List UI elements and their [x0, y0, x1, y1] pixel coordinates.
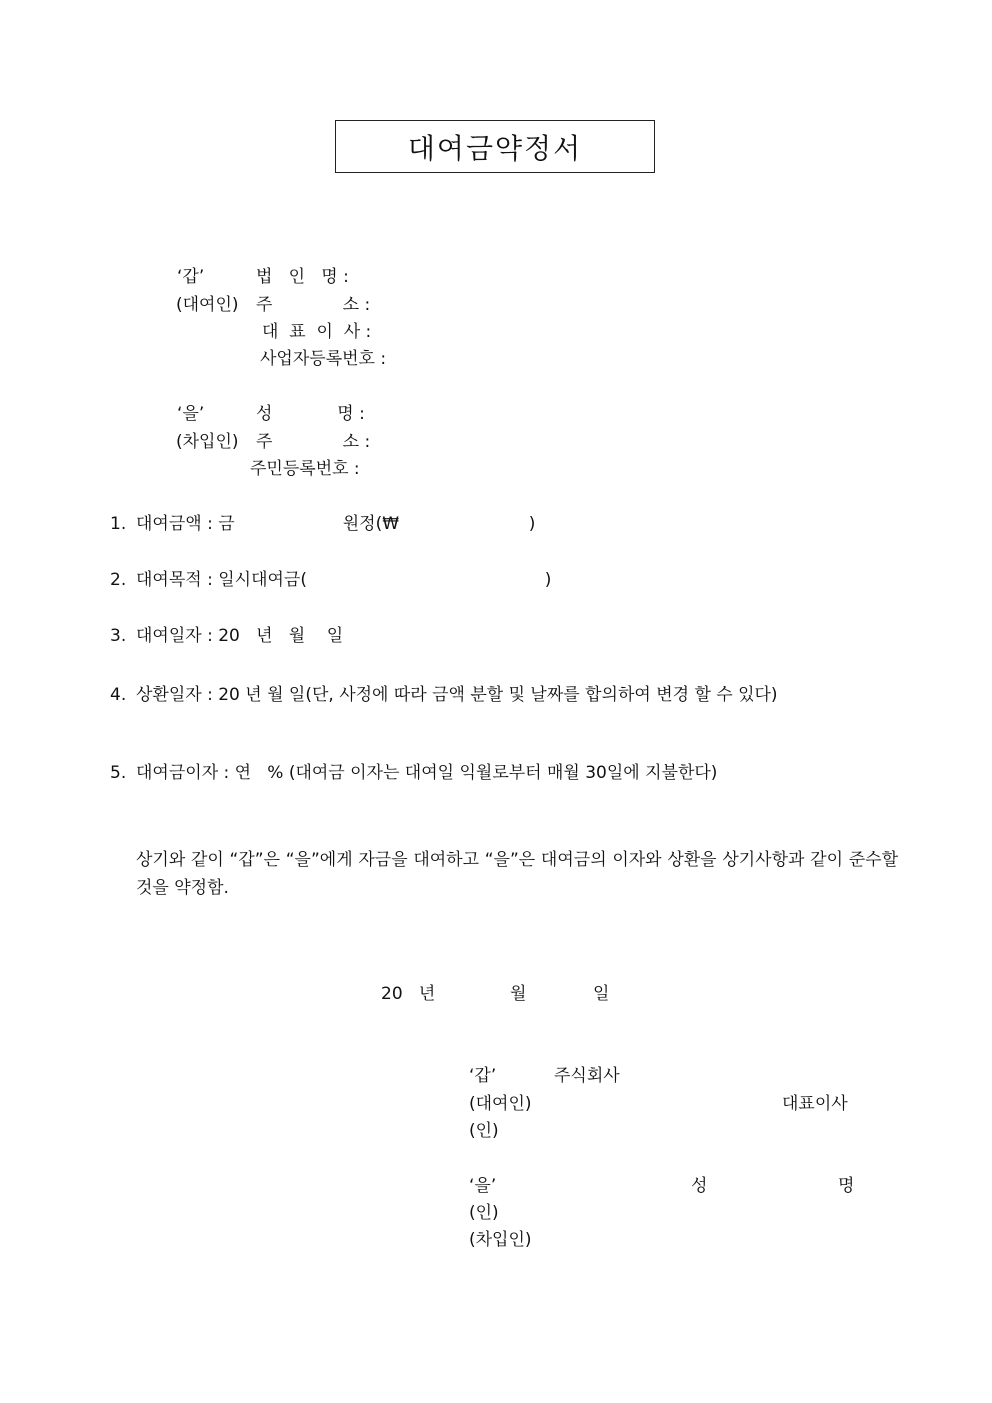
term-number: 4.: [110, 685, 127, 705]
sign-a-role: (대여인): [469, 1094, 532, 1114]
party-b-resident-no-label: 주민등록번호 :: [250, 459, 360, 479]
party-a-role: (대여인): [176, 295, 239, 315]
sign-a-rep: 대표이사: [782, 1094, 848, 1114]
term-text: 상환일자 : 20 년 월 일(단, 사정에 따라 금액 분할 및 날짜를 합의하여 변경 할 수 있다): [136, 685, 778, 705]
sign-b-role: (차입인): [469, 1230, 532, 1250]
document-title: [335, 120, 655, 173]
party-b-role: (차입인): [176, 432, 239, 452]
party-a-biz-no-label: 사업자등록번호 :: [260, 349, 387, 369]
date-year: 20 년: [381, 984, 436, 1004]
date-day: 일: [593, 984, 610, 1004]
term-number: 3.: [110, 626, 127, 646]
sign-b-tag: ‘을’: [469, 1176, 497, 1196]
term-text: 대여금액 : 금 원정(₩ ): [136, 514, 536, 534]
document-title-text: 대여금약정서: [407, 131, 583, 165]
term-text: 대여금이자 : 연 % (대여금 이자는 대여일 익월로부터 매월 30일에 지불한다): [136, 763, 718, 783]
party-b-address-label: 주 소 :: [256, 432, 371, 452]
date-month: 월: [510, 984, 527, 1004]
sign-a-tag: ‘갑’: [469, 1066, 497, 1086]
party-b-tag: ‘을’: [177, 404, 205, 424]
term-number: 1.: [110, 514, 127, 534]
party-a-company-label: 법 인 명 :: [256, 267, 349, 287]
party-a-address-label: 주 소 :: [256, 295, 371, 315]
agreement-paragraph: 상기와 같이 “갑”은 “을”에게 자금을 대여하고 “을”은 대여금의 이자와 상환을 상기사항과 같이 준수할 것을 약정함.: [136, 850, 898, 898]
term-text: 대여일자 : 20 년 월 일: [136, 626, 344, 646]
sign-b-name-2: 명: [838, 1176, 855, 1196]
term-item-4: [110, 681, 898, 709]
term-number: 5.: [110, 763, 127, 783]
term-number: 2.: [110, 570, 127, 590]
party-b-name-label: 성 명 :: [256, 404, 365, 424]
sign-a-company: 주식회사: [554, 1066, 620, 1086]
party-a-tag: ‘갑’: [177, 267, 205, 287]
party-a-rep-label: 대 표 이 사 :: [262, 322, 372, 342]
term-text: 대여목적 : 일시대여금( ): [136, 570, 552, 590]
sign-b-name-1: 성: [691, 1176, 708, 1196]
sign-b-seal: (인): [469, 1203, 499, 1223]
sign-a-seal: (인): [469, 1121, 499, 1141]
